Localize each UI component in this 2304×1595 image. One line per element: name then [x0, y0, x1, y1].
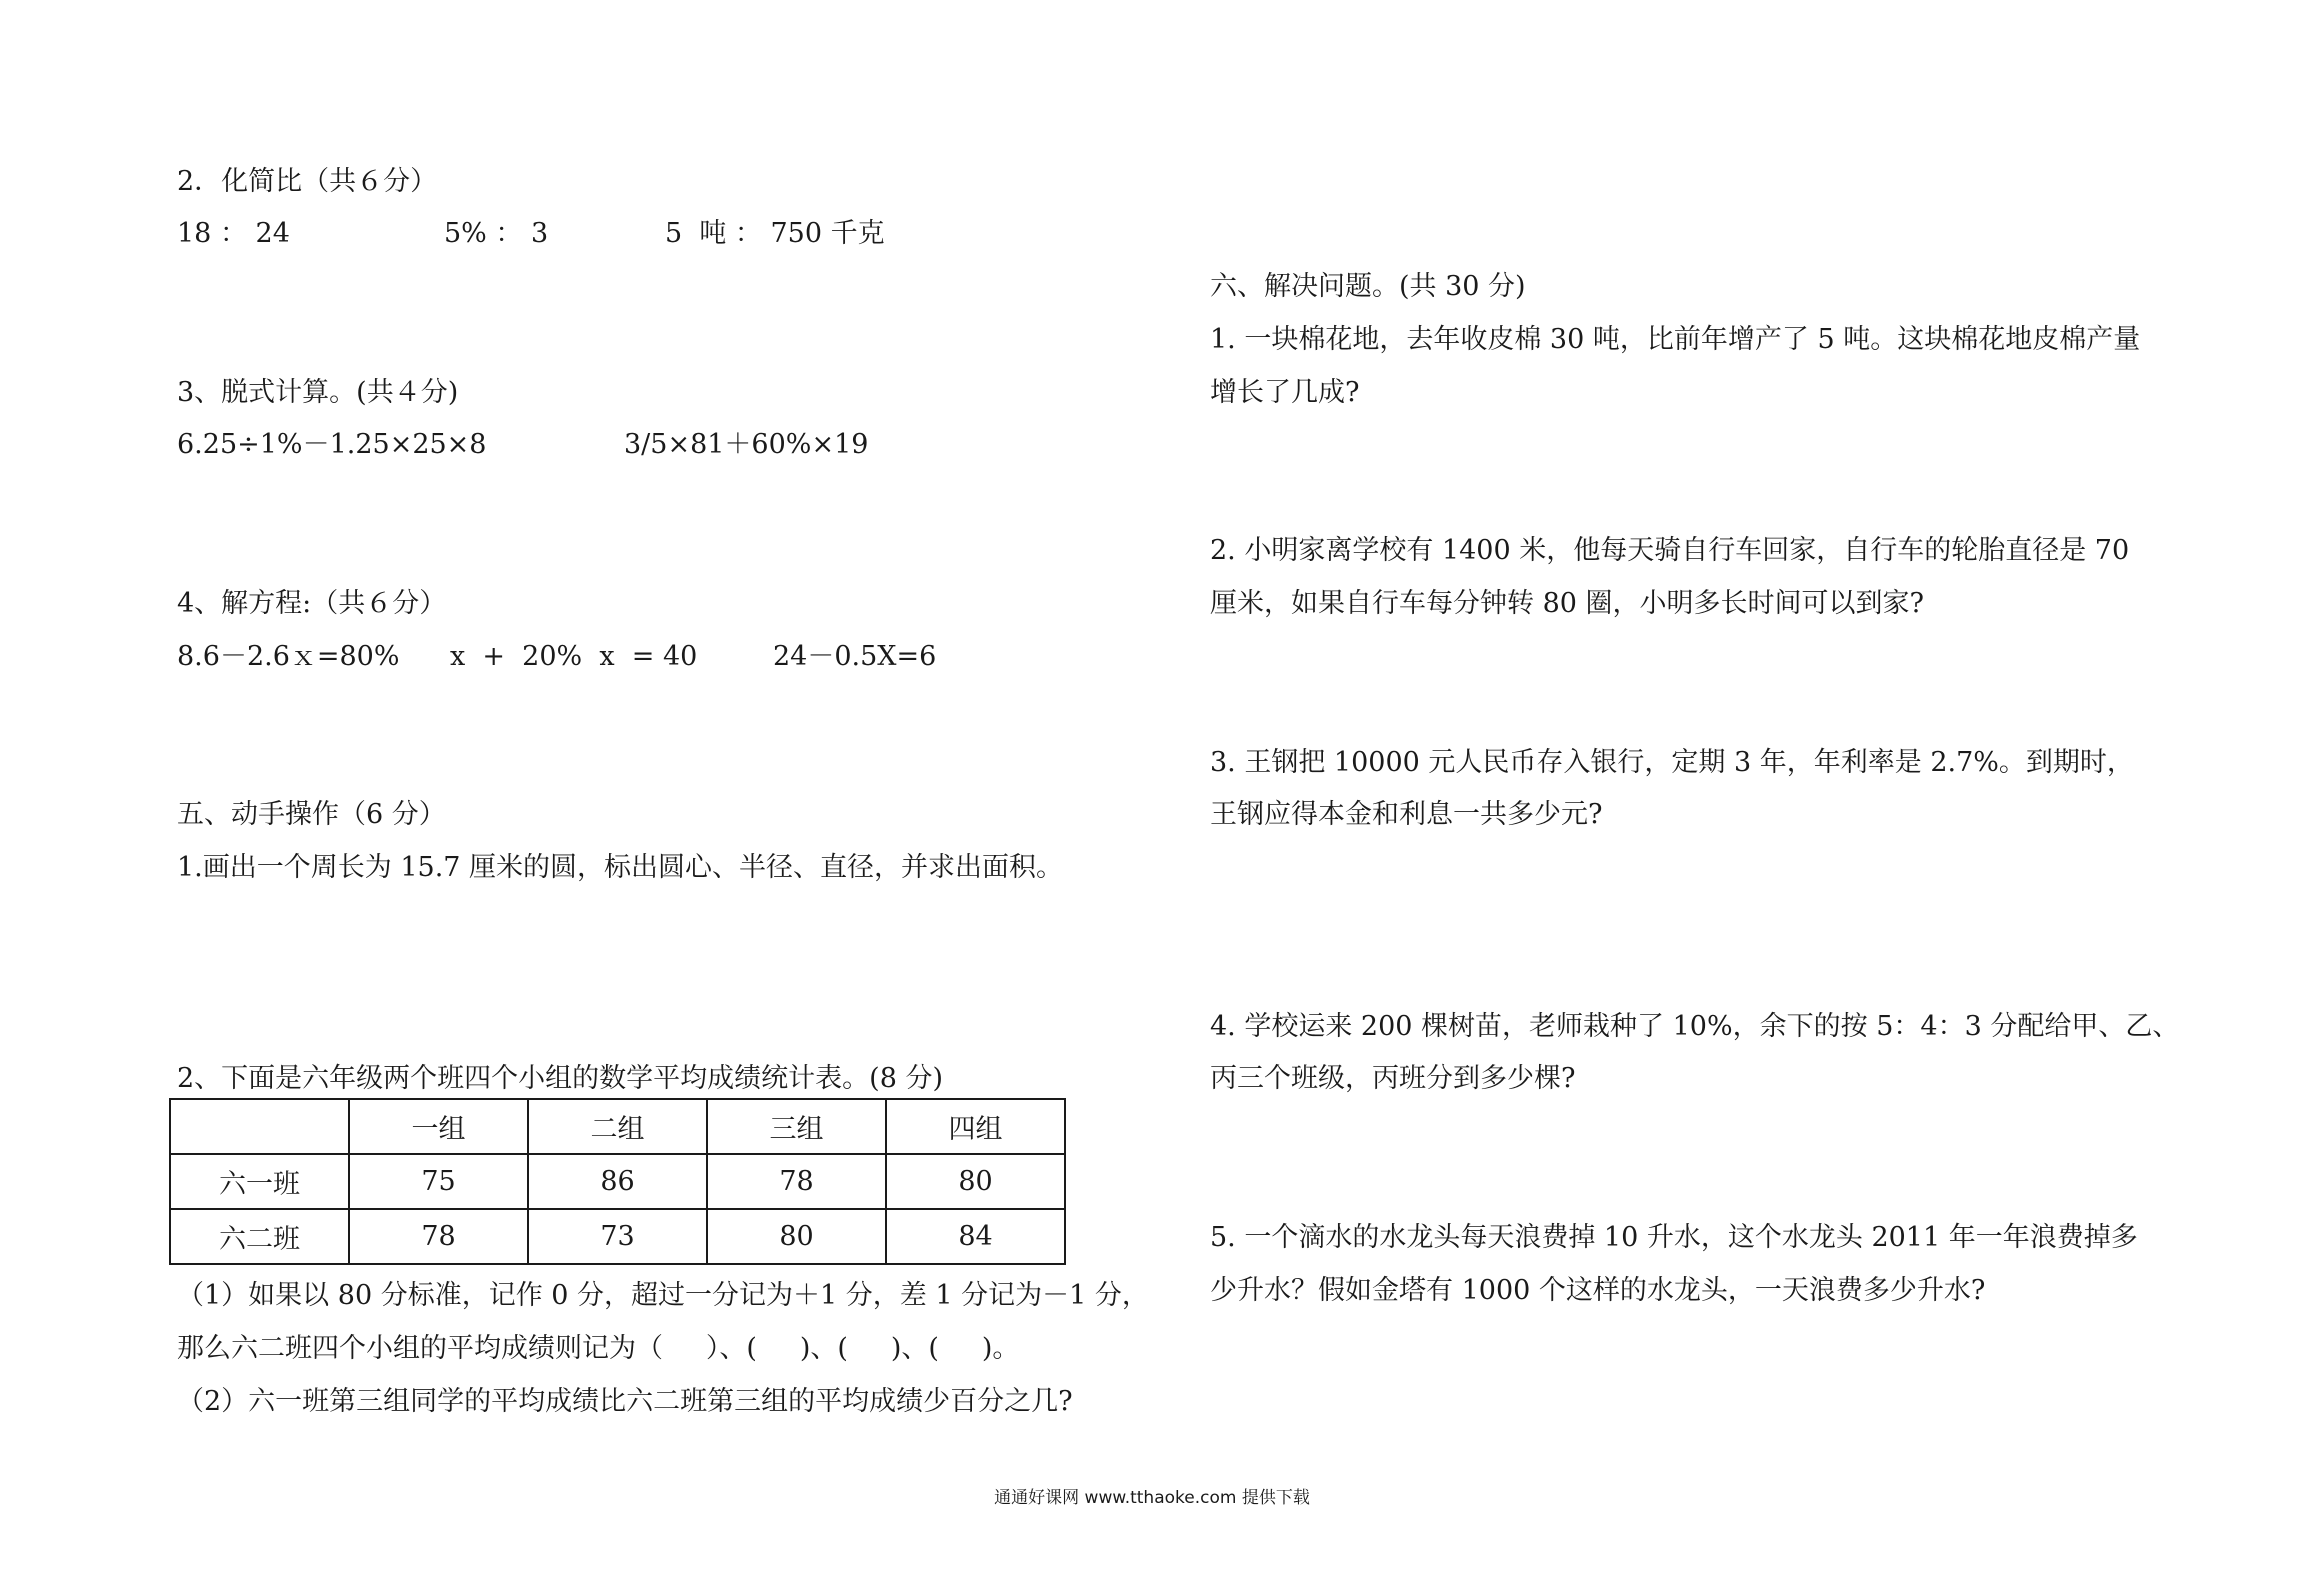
table-cell: 六一班 — [170, 1154, 349, 1209]
problem-5-line-1: 5. 一个滴水的水龙头每天浪费掉 10 升水，这个水龙头 2011 年一年浪费掉多 — [1210, 1222, 2138, 1253]
problem-4-line-2: 丙三个班级，丙班分到多少棵? — [1210, 1063, 1576, 1094]
table-cell: 78 — [707, 1154, 886, 1209]
sub-question-2: （2）六一班第三组同学的平均成绩比六二班第三组的平均成绩少百分之几? — [177, 1386, 1073, 1417]
q4-item-1: 8.6－2.6ｘ=80% — [177, 641, 400, 672]
table-header-cell — [170, 1099, 349, 1154]
problem-2-line-2: 厘米，如果自行车每分钟转 80 圈，小明多长时间可以到家? — [1210, 588, 1924, 619]
section5-q2: 2、下面是六年级两个班四个小组的数学平均成绩统计表。(8 分) — [177, 1063, 944, 1094]
table-header-cell: 四组 — [886, 1099, 1065, 1154]
section6-title: 六、解决问题。(共 30 分) — [1210, 271, 1526, 302]
problem-1-line-2: 增长了几成? — [1210, 377, 1360, 408]
q2-title: 2．化简比（共６分） — [177, 166, 438, 197]
sub-question-1-line-2: 那么六二班四个小组的平均成绩则记为（ ）、( )、( )、( )。 — [177, 1333, 1020, 1364]
problem-3-line-1: 3. 王钢把 10000 元人民币存入银行，定期 3 年，年利率是 2.7%。到期时， — [1210, 747, 2134, 778]
table-cell: 六二班 — [170, 1209, 349, 1264]
table-row — [170, 1154, 1065, 1209]
table-cell: 86 — [528, 1154, 707, 1209]
q3-title: 3、脱式计算。(共４分) — [177, 377, 459, 408]
problem-1-line-1: 1. 一块棉花地，去年收皮棉 30 吨，比前年增产了 5 吨。这块棉花地皮棉产量 — [1210, 324, 2141, 355]
table-row — [170, 1209, 1065, 1264]
table-cell: 78 — [349, 1209, 528, 1264]
table-cell: 73 — [528, 1209, 707, 1264]
q2-item-1: 18 ： 24 — [177, 218, 290, 249]
section5-title: 五、动手操作（6 分） — [177, 799, 446, 830]
table-cell: 80 — [707, 1209, 886, 1264]
table-header-cell: 一组 — [349, 1099, 528, 1154]
sub-question-1-line-1: （1）如果以 80 分标准，记作 0 分，超过一分记为＋1 分，差 1 分记为－1 分， — [177, 1280, 1149, 1311]
q3-item-1: 6.25÷1%－1.25×25×8 — [177, 429, 487, 460]
problem-3-line-2: 王钢应得本金和利息一共多少元? — [1210, 799, 1603, 830]
q2-item-3: 5 吨 ： 750 千克 — [665, 218, 885, 249]
problem-5-line-2: 少升水？假如金塔有 1000 个这样的水龙头，一天浪费多少升水? — [1210, 1275, 1986, 1306]
problem-2-line-1: 2. 小明家离学校有 1400 米，他每天骑自行车回家，自行车的轮胎直径是 70 — [1210, 535, 2130, 566]
q4-item-2: x + 20% x = 40 — [450, 641, 698, 672]
table-cell: 84 — [886, 1209, 1065, 1264]
page-footer: 通通好课网 www.tthaoke.com 提供下载 — [994, 1488, 1310, 1508]
table-header-cell: 三组 — [707, 1099, 886, 1154]
q4-item-3: 24－0.5X=6 — [773, 641, 937, 672]
q3-item-2: 3/5×81＋60%×19 — [624, 429, 869, 460]
table-cell: 75 — [349, 1154, 528, 1209]
q4-title: 4、解方程:（共６分） — [177, 588, 447, 619]
problem-4-line-1: 4. 学校运来 200 棵树苗，老师栽种了 10%，余下的按 5：4：3 分配给甲、乙、 — [1210, 1011, 2180, 1042]
table-header-row — [170, 1099, 1065, 1154]
section5-q1: 1.画出一个周长为 15.7 厘米的圆，标出圆心、半径、直径，并求出面积。 — [177, 852, 1064, 883]
table-header-cell: 二组 — [528, 1099, 707, 1154]
score-table — [169, 1098, 1066, 1265]
q2-item-2: 5% ： 3 — [444, 218, 549, 249]
table-cell: 80 — [886, 1154, 1065, 1209]
